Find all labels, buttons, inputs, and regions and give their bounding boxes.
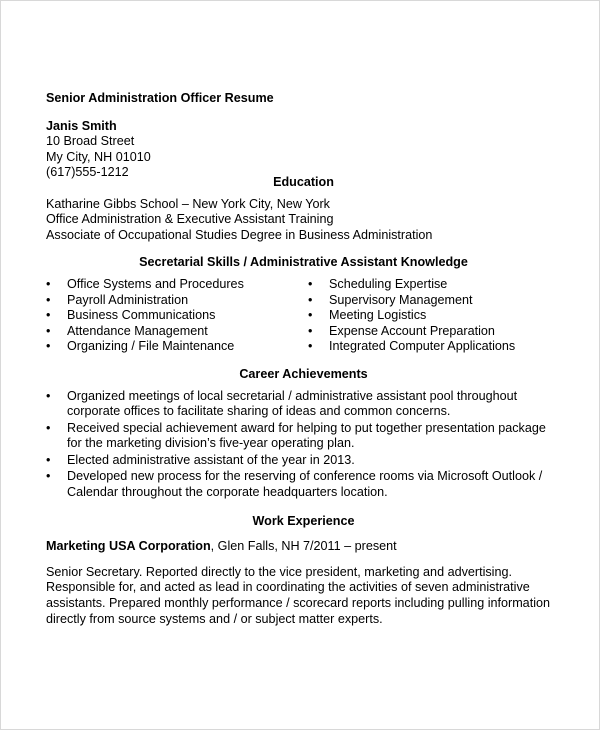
contact-street: 10 Broad Street xyxy=(46,134,135,149)
education-school: Katharine Gibbs School – New York City, New York xyxy=(46,196,330,211)
contact-name: Janis Smith xyxy=(46,118,117,133)
list-item: • Expense Account Preparation xyxy=(308,324,515,340)
achievements-list xyxy=(46,389,558,501)
work-description: Senior Secretary. Reported directly to the vice president, marketing and advertising. Responsible for, and acted as lead in coordinating the activities of seven administrative assistants. Prepared monthly performance / scorecard reports including pulling information directly from source systems and / or subject matter experts. xyxy=(46,564,550,626)
list-item: • Received special achievement award for helping to put together presentation package for the marketing division’s five-year operating plan. xyxy=(46,421,558,452)
list-item: • Supervisory Management xyxy=(308,293,515,309)
list-item: • Integrated Computer Applications xyxy=(308,339,515,355)
skills-column-right xyxy=(308,277,515,355)
contact-phone: (617)555-1212 xyxy=(46,165,129,180)
document-title: Senior Administration Officer Resume xyxy=(46,91,274,105)
list-item: • Organizing / File Maintenance xyxy=(46,339,308,355)
list-item: • Developed new process for the reserving of conference rooms via Microsoft Outlook / Calendar throughout the corporate headquarters location. xyxy=(46,469,558,500)
work-employer-line xyxy=(46,539,561,555)
list-item: • Meeting Logistics xyxy=(308,308,515,324)
education-heading: Education xyxy=(273,174,334,189)
list-item: • Elected administrative assistant of the year in 2013. xyxy=(46,453,558,469)
list-item: • Scheduling Expertise xyxy=(308,277,515,293)
work-heading: Work Experience xyxy=(252,513,355,528)
achievements-heading: Career Achievements xyxy=(239,366,368,381)
education-block xyxy=(46,197,561,244)
contact-city: My City, NH 01010 xyxy=(46,149,151,164)
resume-document xyxy=(46,91,561,627)
skills-list xyxy=(46,277,561,355)
list-item: • Office Systems and Procedures xyxy=(46,277,308,293)
list-item: • Attendance Management xyxy=(46,324,308,340)
skills-column-left xyxy=(46,277,308,355)
education-program: Office Administration & Executive Assistant Training xyxy=(46,212,334,227)
list-item: • Business Communications xyxy=(46,308,308,324)
work-employer: Marketing USA Corporation xyxy=(46,539,211,554)
contact-block xyxy=(46,119,561,181)
skills-heading: Secretarial Skills / Administrative Assistant Knowledge xyxy=(139,255,468,270)
education-degree: Associate of Occupational Studies Degree in Business Administration xyxy=(46,227,433,242)
work-employer-details: , Glen Falls, NH 7/2011 – present xyxy=(210,539,397,554)
list-item: • Payroll Administration xyxy=(46,293,308,309)
list-item: • Organized meetings of local secretarial / administrative assistant pool throughout corporate offices to facilitate sharing of ideas and common concerns. xyxy=(46,389,558,420)
